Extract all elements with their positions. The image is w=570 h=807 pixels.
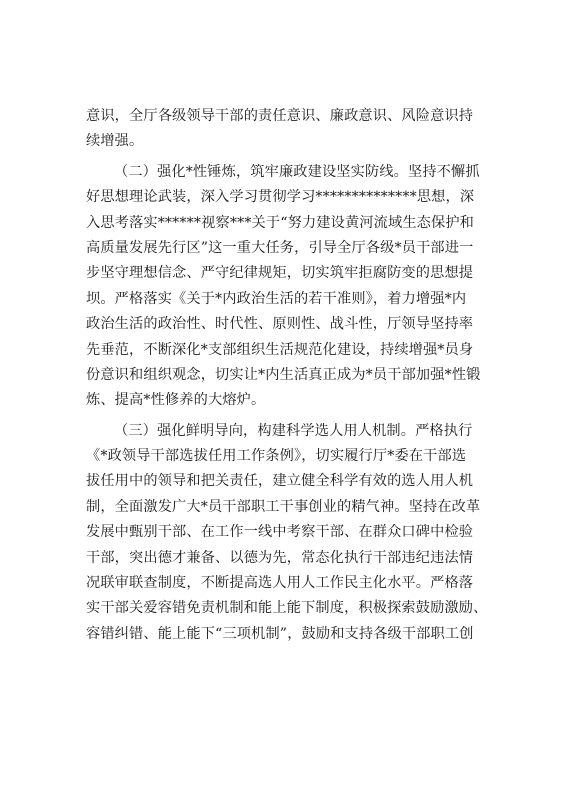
text-line: 干部，突出德才兼备、以德为先，常态化执行干部违纪违法情 — [86, 549, 474, 566]
text-line: 实干部关爱容错免责机制和能上能下制度，积极探索鼓励激励、 — [86, 600, 488, 617]
text-line: 《*政领导干部选拔任用工作条例》，切实履行厅*委在干部选 — [86, 448, 467, 465]
text-line: （三）强化鲜明导向，构建科学选人用人机制。严格执行 — [114, 422, 473, 439]
text-line: 好思想理论武装，深入学习贯彻学习**************思想，深 — [86, 189, 475, 206]
text-line: （二）强化*性锤炼，筑牢廉政建设坚实防线。坚持不懈抓 — [114, 163, 480, 180]
paragraph-3 — [86, 419, 490, 648]
paragraph-1 — [86, 104, 490, 155]
text-line: 先垂范，不断深化*支部组织生活规范化建设，持续增强*员身 — [86, 341, 474, 358]
text-line: 况联审联查制度，不断提高选人用人工作民主化水平。严格落 — [86, 575, 474, 592]
text-line: 坝。严格落实《关于*内政治生活的若干准则》，着力增强*内 — [86, 290, 467, 307]
text-line: 政治生活的政治性、时代性、原则性、战斗性，厅领导坚持率 — [86, 316, 474, 333]
paragraph-2 — [86, 160, 490, 414]
text-line: 步坚守理想信念、严守纪律规矩，切实筑牢拒腐防变的思想提 — [86, 265, 474, 282]
text-line: 份意识和组织观念，切实让*内生活真正成为*员干部加强*性锻 — [86, 366, 481, 383]
text-line: 续增强。 — [86, 133, 144, 150]
text-line: 制，全面激发广大*员干部职工干事创业的精气神。坚持在改革 — [86, 498, 481, 515]
text-line: 意识，全厅各级领导干部的责任意识、廉政意识、风险意识持 — [86, 108, 474, 124]
text-line: 发展中甄别干部、在工作一线中考察干部、在群众口碑中检验 — [86, 524, 474, 541]
text-line: 容错纠错、能上能下“三项机制”，鼓励和支持各级干部职工创 — [86, 625, 474, 642]
text-line: 拔任用中的领导和把关责任，建立健全科学有效的选人用人机 — [86, 473, 474, 490]
text-line: 炼、提高*性修养的大熔炉。 — [86, 392, 266, 409]
document-body — [86, 104, 490, 647]
text-line: 高质量发展先行区”这一重大任务，引导全厅各级*员干部进一 — [86, 239, 474, 256]
text-line: 入思考落实******视察***关于“努力建设黄河流域生态保护和 — [86, 214, 475, 231]
